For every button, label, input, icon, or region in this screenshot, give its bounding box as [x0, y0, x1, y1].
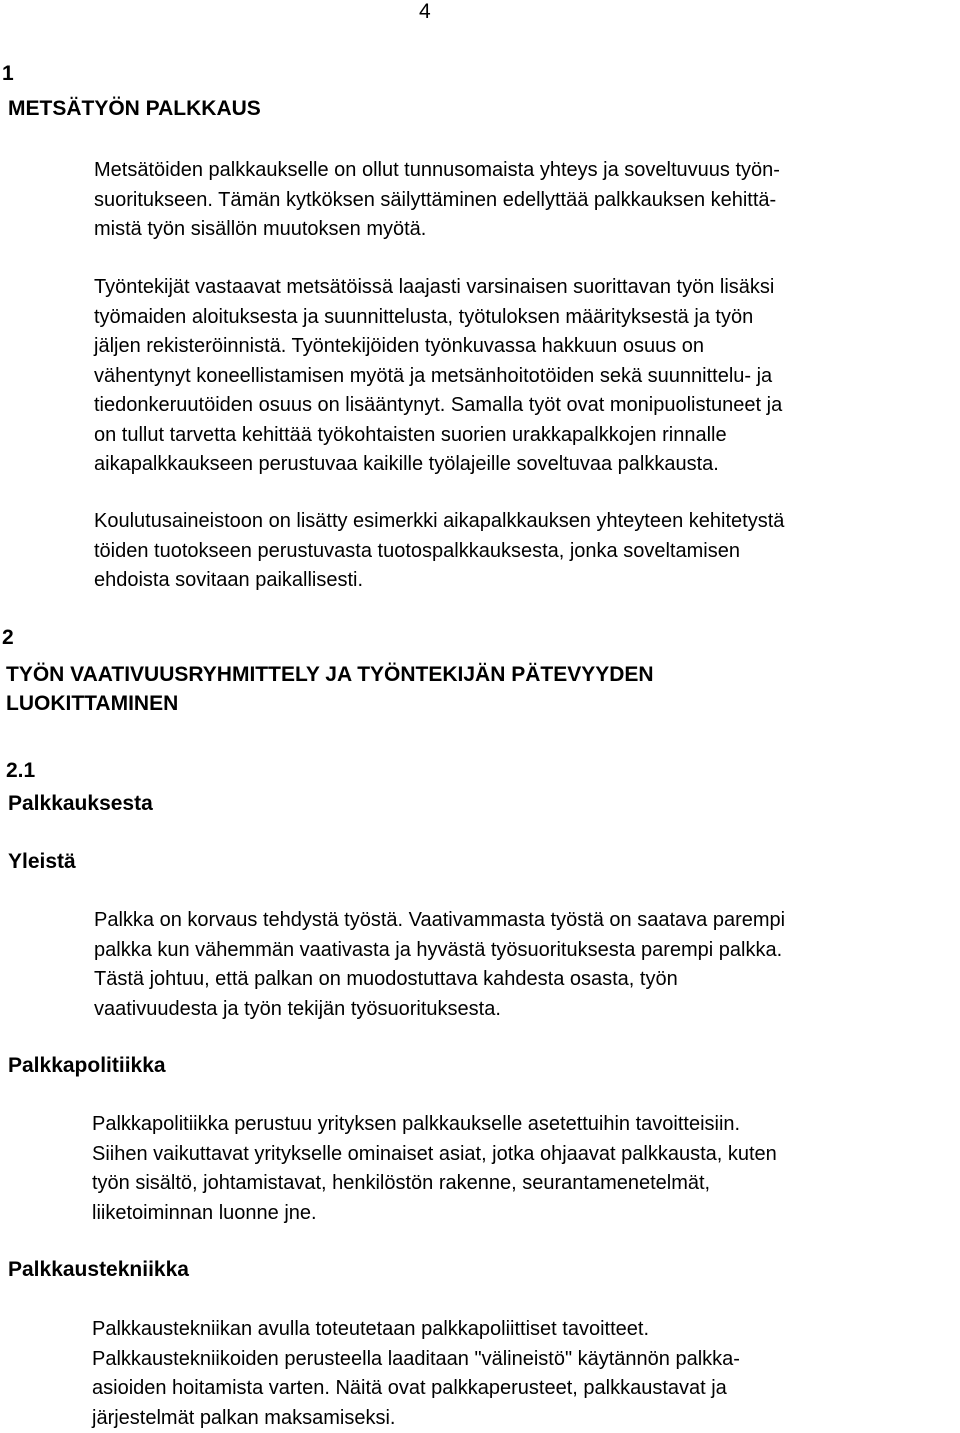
palkkapolitiikka-paragraph [92, 1110, 777, 1228]
paragraph-line: liiketoiminnan luonne jne. [92, 1199, 777, 1229]
section-2-title [6, 660, 654, 718]
paragraph-line: tiedonkeruutöiden osuus on lisääntynyt. Samalla työt ovat monipuolistuneet ja [94, 391, 782, 421]
section-2-number: 2 [2, 626, 14, 650]
section-1-paragraph-1 [94, 156, 780, 245]
section-1-title: METSÄTYÖN PALKKAUS [8, 94, 261, 123]
section-2-title-line: LUOKITTAMINEN [6, 689, 654, 718]
paragraph-line: järjestelmät palkan maksamiseksi. [92, 1404, 740, 1433]
palkkaustekniikka-paragraph [92, 1315, 740, 1433]
paragraph-line: aikapalkkaukseen perustuvaa kaikille työlajeille soveltuvaa palkkausta. [94, 450, 782, 480]
paragraph-line: Palkka on korvaus tehdystä työstä. Vaativammasta työstä on saatava parempi [94, 906, 785, 936]
paragraph-line: jäljen rekisteröinnistä. Työntekijöiden työnkuvassa hakkuun osuus on [94, 332, 782, 362]
section-1-paragraph-3 [94, 507, 784, 596]
paragraph-line: Palkkaustekniikan avulla toteutetaan palkkapoliittiset tavoitteet. [92, 1315, 740, 1345]
paragraph-line: Metsätöiden palkkaukselle on ollut tunnusomaista yhteys ja soveltuvuus työn- [94, 156, 780, 186]
paragraph-line: Koulutusaineistoon on lisätty esimerkki aikapalkkauksen yhteyteen kehitetystä [94, 507, 784, 537]
paragraph-line: Palkkapolitiikka perustuu yrityksen palkkaukselle asetettuihin tavoitteisiin. [92, 1110, 777, 1140]
paragraph-line: vähentynyt koneellistamisen myötä ja metsänhoitotöiden sekä suunnittelu- ja [94, 362, 782, 392]
paragraph-line: töiden tuotokseen perustuvasta tuotospalkkauksesta, jonka soveltamisen [94, 537, 784, 567]
paragraph-line: on tullut tarvetta kehittää työkohtaisten suorien urakkapalkkojen rinnalle [94, 421, 782, 451]
paragraph-line: Palkkaustekniikoiden perusteella laaditaan "välineistö" käytännön palkka- [92, 1345, 740, 1375]
paragraph-line: työn sisältö, johtamistavat, henkilöstön rakenne, seurantamenetelmät, [92, 1169, 777, 1199]
heading-palkkaustekniikka: Palkkaustekniikka [8, 1256, 189, 1284]
paragraph-line: ehdoista sovitaan paikallisesti. [94, 566, 784, 596]
section-1-number: 1 [2, 62, 14, 86]
section-1-paragraph-2 [94, 273, 782, 480]
paragraph-line: Tästä johtuu, että palkan on muodostuttava kahdesta osasta, työn [94, 965, 785, 995]
heading-palkkapolitiikka: Palkkapolitiikka [8, 1052, 166, 1080]
page-number: 4 [419, 0, 431, 24]
paragraph-line: Siihen vaikuttavat yritykselle ominaiset asiat, jotka ohjaavat palkkausta, kuten [92, 1140, 777, 1170]
paragraph-line: vaativuudesta ja työn tekijän työsuorituksesta. [94, 995, 785, 1025]
subsection-2-1-number: 2.1 [6, 759, 35, 783]
paragraph-line: Työntekijät vastaavat metsätöissä laajasti varsinaisen suorittavan työn lisäksi [94, 273, 782, 303]
paragraph-line: työmaiden aloituksesta ja suunnittelusta, työtuloksen määrityksestä ja työn [94, 303, 782, 333]
paragraph-line: suoritukseen. Tämän kytköksen säilyttäminen edellyttää palkkauksen kehittä- [94, 186, 780, 216]
paragraph-line: asioiden hoitamista varten. Näitä ovat palkkaperusteet, palkkaustavat ja [92, 1374, 740, 1404]
heading-yleista: Yleistä [8, 848, 76, 876]
section-2-title-line: TYÖN VAATIVUUSRYHMITTELY JA TYÖNTEKIJÄN PÄTEVYYDEN [6, 660, 654, 689]
yleista-paragraph [94, 906, 785, 1024]
paragraph-line: palkka kun vähemmän vaativasta ja hyvästä työsuorituksesta parempi palkka. [94, 936, 785, 966]
subsection-2-1-title: Palkkauksesta [8, 790, 153, 818]
paragraph-line: mistä työn sisällön muutoksen myötä. [94, 215, 780, 245]
